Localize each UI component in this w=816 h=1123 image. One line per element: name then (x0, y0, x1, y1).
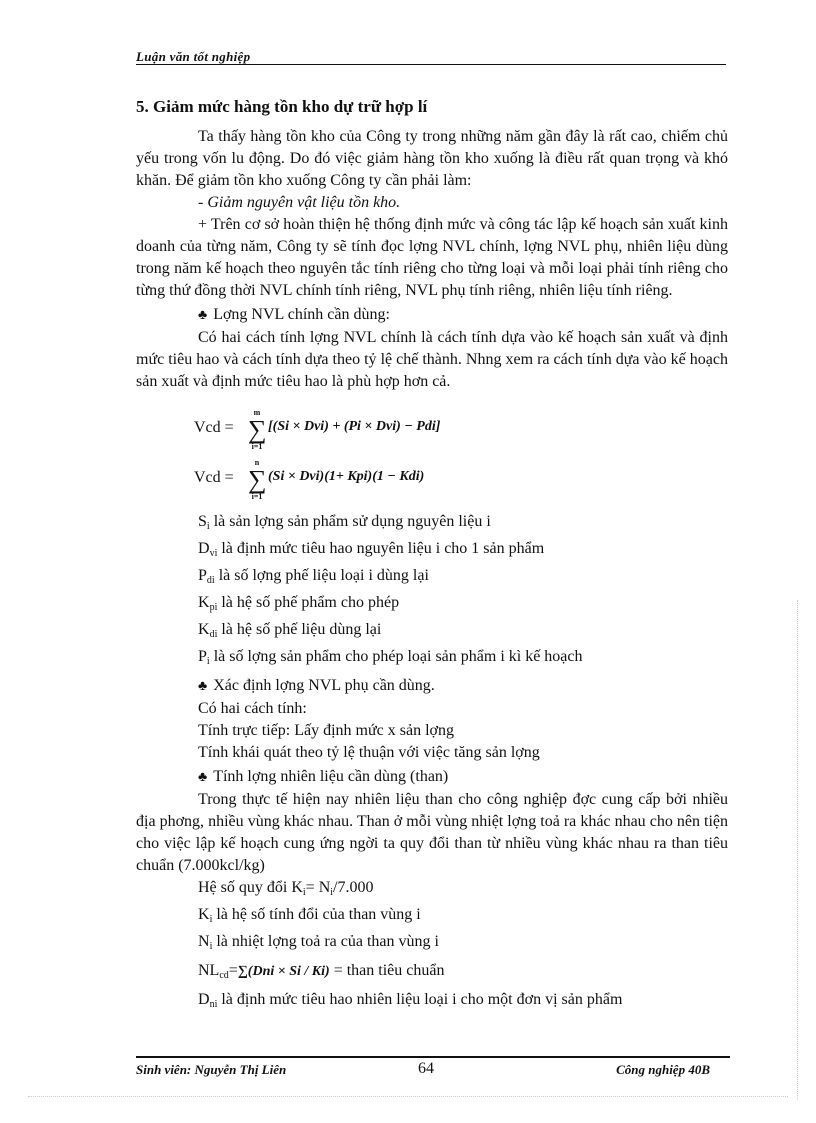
header-title: Luận văn tốt nghiệp (136, 49, 251, 64)
definition-si: $S_i$ là sản lợng sản phẩm sử dụng nguyên liệu i (198, 513, 491, 532)
definition-ni: $N_i$ là nhiệt lợng toả ra của than vùng i (198, 933, 439, 952)
page-number: 64 (418, 1060, 434, 1077)
club-icon: ♣ (198, 679, 208, 694)
definition-dni: $D_{ni}$ là định mức tiêu hao nhiên liệu loại i cho một đơn vị sản phẩm (198, 991, 623, 1010)
aux-method-direct: Tính trực tiếp: Lấy định mức x sản lợng (198, 722, 454, 739)
definition-kdi: $K_{di}$ là hệ số phế liệu dùng lại (198, 621, 382, 640)
formula-2-lower: i=1 (251, 492, 263, 501)
definition-kpi: $K_{pi}$ là hệ số phế phẩm cho phép (198, 594, 400, 613)
fuel-formula-expr: ∑(Dni × Si / Ki) (237, 964, 330, 979)
formula-2-rhs: (Si × Dvi)(1+ Kpi)(1 − Kdi) (268, 469, 425, 484)
definition-dvi: $D_{vi}$ là định mức tiêu hao nguyên liệu i cho 1 sản phẩm (198, 540, 545, 559)
aux-methods-intro: Có hai cách tính: (198, 700, 307, 717)
fuel-formula: $NL_{cd}=\sum(Dni \times Si / Ki)$ = than tiêu chuẩn (198, 962, 445, 981)
definition-pi: $P_i$ là số lợng sản phẩm cho phép loại sản phẩm i kì kế hoạch (198, 648, 583, 667)
definition-ki: $K_i$ là hệ số tính đổi của than vùng i (198, 906, 421, 925)
formula-1 (136, 407, 728, 451)
conversion-factor: Hệ số quy đổi $K_i= N_i/7.000$ (198, 879, 374, 898)
page-header (136, 50, 726, 65)
formula-1-upper: m (253, 408, 261, 417)
sum-icon: m ∑ i=1 (248, 408, 267, 451)
page-edge-dotted-line (28, 1096, 788, 1097)
club-icon: ♣ (198, 770, 208, 785)
bullet-main-material-text: Lợng NVL chính cần dùng: (213, 306, 390, 323)
formula-1-rhs: [(Si × Dvi) + (Pi × Dvi) − Pdi] (268, 419, 441, 434)
bullet-main-material (136, 304, 728, 327)
footer-class: Công nghiệp 40B (616, 1062, 710, 1077)
bullet-aux-material: ♣ Xác định lợng NVL phụ cần dùng. (198, 677, 435, 694)
formula-2-lhs: Vcd = (194, 469, 234, 486)
paragraph-methods: Có hai cách tính lợng NVL chính là cách tính dựa vào kế hoạch sản xuất và định mức tiêu hao và cách tính dựa theo tỷ lệ chế thành. Nhng xem ra cách tính dựa vào kế hoạch sản xuất và định mức tiêu hao là phù hợp hơn cả. (136, 329, 728, 390)
definition-pdi: $P_{di}$ là số lợng phế liệu loại i dùng lại (198, 567, 429, 586)
formula-2-upper: n (254, 458, 260, 467)
sum-icon: n ∑ i=1 (248, 458, 267, 501)
formula-2 (136, 457, 728, 501)
list-item-reduce-inventory: - Giảm nguyên vật liệu tồn kho. (198, 194, 401, 211)
formula-1-lhs: Vcd = (194, 419, 234, 436)
paragraph-planning: + Trên cơ sở hoàn thiện hệ thống định mức và công tác lập kế hoạch sản xuất kinh doanh của từng năm, Công ty sẽ tính đọc lợng NVL chính, lợng NVL phụ, nhiên liệu dùng trong năm kế hoạch theo nguyên tắc tính riêng cho từng loại và mỗi loại phải tính riêng cho từng thứ đồng thời NVL chính tính riêng, NVL phụ tính riêng, nhiên liệu tính riêng. (136, 216, 728, 299)
page-content (136, 96, 728, 1016)
paragraph-fuel: Trong thực tế hiện nay nhiên liệu than cho công nghiệp đợc cung cấp bởi nhiều địa phơng, nhiều vùng khác nhau. Than ở mỗi vùng nhiệt lợng toả ra khác nhau cho nên tiện cho việc lập kế hoạch cung ứng ngời ta quy đổi than từ nhiều vùng khác nhau ra than tiêu chuẩn (7.000kcl/kg) (136, 791, 728, 874)
footer-student: Sinh viên: Nguyễn Thị Liên (136, 1062, 287, 1077)
page-footer (136, 1056, 730, 1078)
club-icon: ♣ (198, 308, 208, 323)
section-heading: 5. Giảm mức hàng tồn kho dự trữ hợp lí (136, 97, 428, 116)
page-edge-dotted-vertical (797, 600, 798, 1100)
bullet-fuel: ♣ Tính lợng nhiên liệu cần dùng (than) (198, 768, 449, 785)
definitions-list (136, 511, 728, 673)
aux-method-general: Tính khái quát theo tỷ lệ thuận với việc tăng sản lợng (198, 744, 540, 761)
formula-1-lower: i=1 (251, 442, 263, 451)
paragraph-intro: Ta thấy hàng tồn kho của Công ty trong những năm gần đây là rất cao, chiếm chủ yếu trong vốn lu động. Do đó việc giảm hàng tồn kho xuống là điều rất quan trọng và khó khăn. Để giảm tồn kho xuống Công ty cần phải làm: (136, 128, 728, 189)
